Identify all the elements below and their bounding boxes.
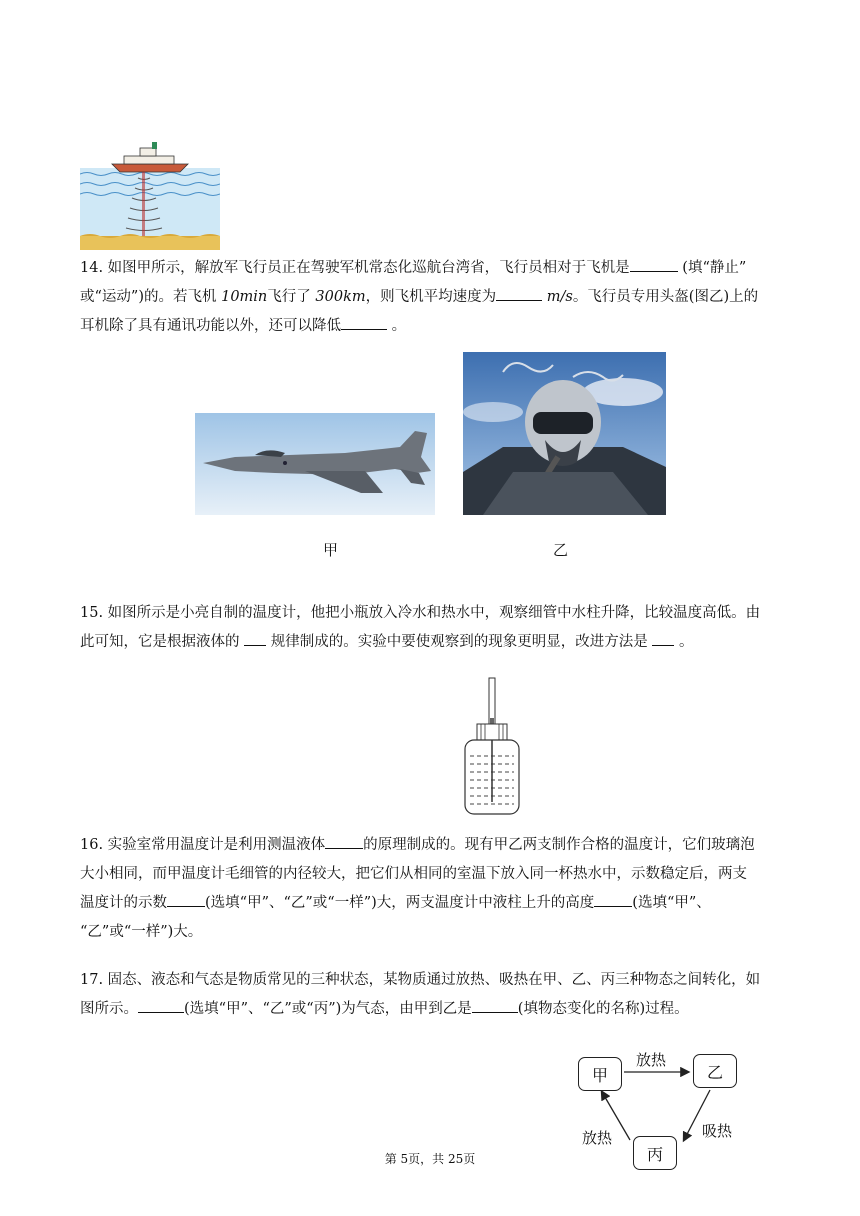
question-14 (80, 254, 785, 341)
q16-line1a: 16. 实验室常用温度计是利用测温液体 (80, 837, 326, 853)
caption-yi: 乙 (553, 541, 569, 559)
node-yi: 乙 (693, 1054, 737, 1088)
q17-line2c: (填物态变化的名称)过程。 (517, 1001, 689, 1017)
q14-line2d: 。飞行员专用头盔(图乙)上的 (572, 289, 759, 305)
q15-line2a: 此可知，它是根据液体的 (80, 634, 240, 650)
q16-line2: 大小相同，而甲温度计毛细管的内径较大，把它们从相同的室温下放入同一杯热水中，示数稳定后，两支 (80, 866, 747, 882)
q16-blank-3 (594, 890, 632, 907)
q15-blank-1 (244, 629, 266, 646)
edge-label-yi-bing: 吸热 (702, 1122, 733, 1140)
pilot-helmet-image (463, 352, 666, 515)
q14-speed-unit: m/s (546, 289, 573, 305)
edge-label-jia-yi: 放热 (636, 1051, 667, 1069)
node-bing: 丙 (633, 1136, 677, 1170)
q15-blank-2 (652, 629, 674, 646)
q17-line1: 17. 固态、液态和气态是物质常见的三种状态，某物质通过放热、吸热在甲、乙、丙三种物态之间转化，如 (80, 972, 761, 988)
q14-time-value: 10 (221, 289, 240, 305)
q16-blank-2 (167, 890, 205, 907)
q14-line3-end: 。 (391, 318, 407, 334)
q15-line2-end: 。 (678, 634, 694, 650)
q14-line2a: 或“运动”)的。若飞机 (80, 289, 217, 305)
q14-line1b: (填“静止” (682, 260, 747, 276)
node-jia: 甲 (578, 1057, 622, 1091)
q15-line2b: 规律制成的。实验中要使观察到的现象更明显，改进方法是 (270, 634, 648, 650)
sonar-ship-image (80, 140, 220, 250)
fighter-jet-image (195, 413, 435, 515)
q14-distance-unit: km (343, 289, 366, 305)
caption-jia: 甲 (323, 541, 339, 559)
q14-blank-1 (630, 255, 678, 272)
q17-line2b: (选填“甲”、“乙”或“丙”)为气态，由甲到乙是 (184, 1001, 472, 1017)
q14-blank-3 (341, 313, 387, 330)
q16-line4: “乙”或“一样”)大。 (80, 924, 203, 940)
q14-time-unit: min (239, 289, 268, 305)
question-17 (80, 966, 785, 1024)
question-16 (80, 831, 785, 947)
q15-line1: 15. 如图所示是小亮自制的温度计，他把小瓶放入冷水和热水中，观察细管中水柱升降，比较温度高低。由 (80, 605, 761, 621)
q16-line3a: 温度计的示数 (80, 895, 167, 911)
question-15 (80, 599, 785, 657)
q17-blank-1 (138, 996, 184, 1013)
q16-line1b: 的原理制成的。现有甲乙两支制作合格的温度计，它们玻璃泡 (363, 837, 755, 853)
homemade-thermometer-image (462, 676, 522, 816)
q14-distance-value: 300 (315, 289, 344, 305)
q16-line3b: (选填“甲”、“乙”或“一样”)大，两支温度计中液柱上升的高度 (205, 895, 595, 911)
q16-blank-1 (325, 832, 363, 849)
q16-line3c: (选填“甲”、 (632, 895, 711, 911)
q14-line3: 耳机除了具有通讯功能以外，还可以降低 (80, 318, 341, 334)
q14-line2b: 飞行了 (267, 289, 311, 305)
q14-line2c: ，则飞机平均速度为 (365, 289, 497, 305)
page-footer: 第 5页，共 25页 (384, 1152, 476, 1166)
q14-blank-2 (496, 284, 542, 301)
q17-line2a: 图所示。 (80, 1001, 138, 1017)
edge-label-bing-jia: 放热 (582, 1129, 613, 1147)
q14-line1: 14. 如图甲所示，解放军飞行员正在驾驶军机常态化巡航台湾省，飞行员相对于飞机是 (80, 260, 630, 276)
q17-blank-2 (472, 996, 518, 1013)
